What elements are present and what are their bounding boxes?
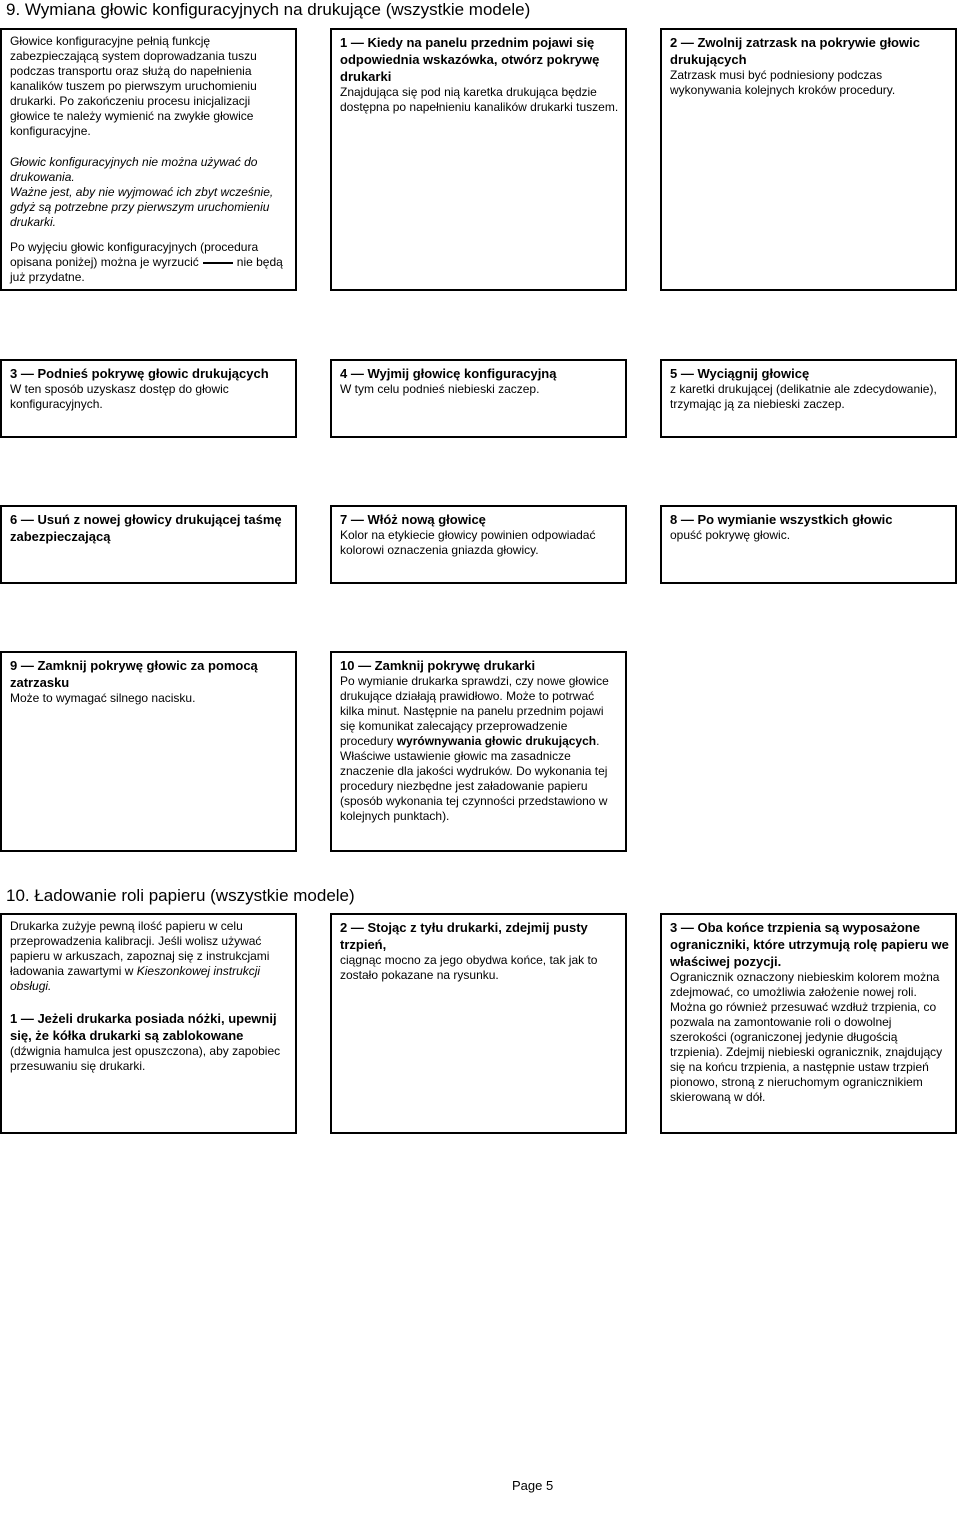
step-body: Zatrzask musi być podniesiony podczas wykonywania kolejnych kroków procedury. [670,68,896,97]
step-heading: 7 — Włóż nową głowicę [340,512,486,527]
step-heading: 2 — Zwolnij zatrzask na pokrywie głowic drukujących [670,35,920,67]
step-card-9-1 [330,28,627,291]
step-card-9-9 [0,651,297,852]
step-body: Ogranicznik oznaczony niebieskim kolorem można zdejmować, co umożliwia założenie nowej roli. Można go również przesuwać wzdłuż trzpienia, co pozwala na zamontowanie roli o dowolnej szerokości (ograniczonej jedynie długością trzpienia). Zdejmij niebieski ogranicznik, znajdujący się na końcu trzpienia, a następnie ustaw trzpień pionowo, stroną z nieruchomym ogranicznikiem skierowaną w dół. [670,970,943,1104]
step-heading: 9 — Zamknij pokrywę głowic za pomocą zatrzasku [10,658,258,690]
intro-warning-detail: Ważne jest, aby nie wyjmować ich zbyt wcześnie, gdyż są potrzebne przy pierwszym uruchomieniu drukarki. [10,185,274,229]
step-heading: 6 — Usuń z nowej głowicy drukującej taśmę zabezpieczającą [10,512,282,544]
step-body: z karetki drukującej (delikatnie ale zdecydowanie), trzymając ją za niebieski zaczep. [670,382,937,411]
section-9-intro-box [0,28,297,291]
step-body: (dźwignia hamulca jest opuszczona), aby zapobiec przesuwaniu się drukarki. [10,1044,281,1073]
step-heading: 1 — Kiedy na panelu przednim pojawi się odpowiednia wskazówka, otwórz pokrywę drukarki [340,35,600,84]
step-heading: 10 — Zamknij pokrywę drukarki [340,658,536,673]
step-body: Może to wymagać silnego nacisku. [10,691,196,705]
step-body: Po wymianie drukarka sprawdzi, czy nowe głowice drukujące działają prawidłowo. Może to potrwać kilka minut. Następnie na panelu przednim pojawi się komunikat zalecający przeprowadzenie procedury wyrównywania głowic drukujących. Właściwe ustawienie głowic ma zasadnicze znaczenie dla jakości wydruków. Do wykonania tej procedury niezbędne jest załadowanie papieru (sposób wykonania tej czynności przedstawiono w kolejnych punktach). [340,674,609,823]
step-card-9-6 [0,505,297,584]
intro-paragraph: Głowice konfiguracyjne pełnią funkcję zabezpieczającą system doprowadzania tuszu podczas transportu oraz służą do napełnienia kanalików tuszem po pierwszym uruchomieniu drukarki. Po zakończeniu procesu inicjalizacji głowice te należy wymienić na zwykłe głowice konfiguracyjne. [10,34,257,138]
step-body: opuść pokrywę głowic. [670,528,791,542]
step-body: W ten sposób uzyskasz dostęp do głowic konfiguracyjnych. [10,382,229,411]
intro-disposal-note: Po wyjęciu głowic konfiguracyjnych (procedura opisana poniżej) można je wyrzucić nie będą już przydatne. [10,240,283,284]
step-card-9-5 [660,359,957,438]
step-card-9-3 [0,359,297,438]
step-body: Znajdująca się pod nią karetka drukująca będzie dostępna po napełnieniu kanalików drukarki tuszem. [340,85,619,114]
step-body: ciągnąc mocno za jego obydwa końce, tak jak to zostało pokazane na rysunku. [340,953,598,982]
section-10-intro-box [0,913,297,1134]
step-body: Kolor na etykiecie głowicy powinien odpowiadać kolorowi oznaczenia gniazda głowicy. [340,528,596,557]
step-card-9-10 [330,651,627,852]
intro-paragraph: Drukarka zużyje pewną ilość papieru w celu przeprowadzenia kalibracji. Jeśli wolisz używać papieru w arkuszach, zapoznaj się z instrukcjami ładowania zawartymi w Kieszonkowej instrukcji obsługi. [10,919,270,993]
step-card-10-2 [330,913,627,1134]
step-heading: 8 — Po wymianie wszystkich głowic [670,512,893,527]
step-heading: 2 — Stojąc z tyłu drukarki, zdejmij pusty trzpień, [340,920,588,952]
step-card-9-7 [330,505,627,584]
step-heading: 3 — Podnieś pokrywę głowic drukujących [10,366,269,381]
section-10-title: 10. Ładowanie roli papieru (wszystkie modele) [6,886,355,905]
step-card-10-3 [660,913,957,1134]
step-card-9-4 [330,359,627,438]
intro-warning: Głowic konfiguracyjnych nie można używać do drukowania. [10,155,258,184]
step-body: W tym celu podnieś niebieski zaczep. [340,382,540,396]
step-heading: 4 — Wyjmij głowicę konfiguracyjną [340,366,557,381]
section-9-title: 9. Wymiana głowic konfiguracyjnych na drukujące (wszystkie modele) [6,0,531,19]
step-heading: 3 — Oba końce trzpienia są wyposażone ograniczniki, które utrzymują rolę papieru we właściwej pozycji. [670,920,949,969]
page-number: Page 5 [512,1478,554,1493]
dash-glyph [203,262,233,264]
step-heading: 1 — Jeżeli drukarka posiada nóżki, upewnij się, że kółka drukarki są zablokowane [10,1011,277,1043]
step-card-9-2 [660,28,957,291]
step-card-9-8 [660,505,957,584]
step-heading: 5 — Wyciągnij głowicę [670,366,810,381]
